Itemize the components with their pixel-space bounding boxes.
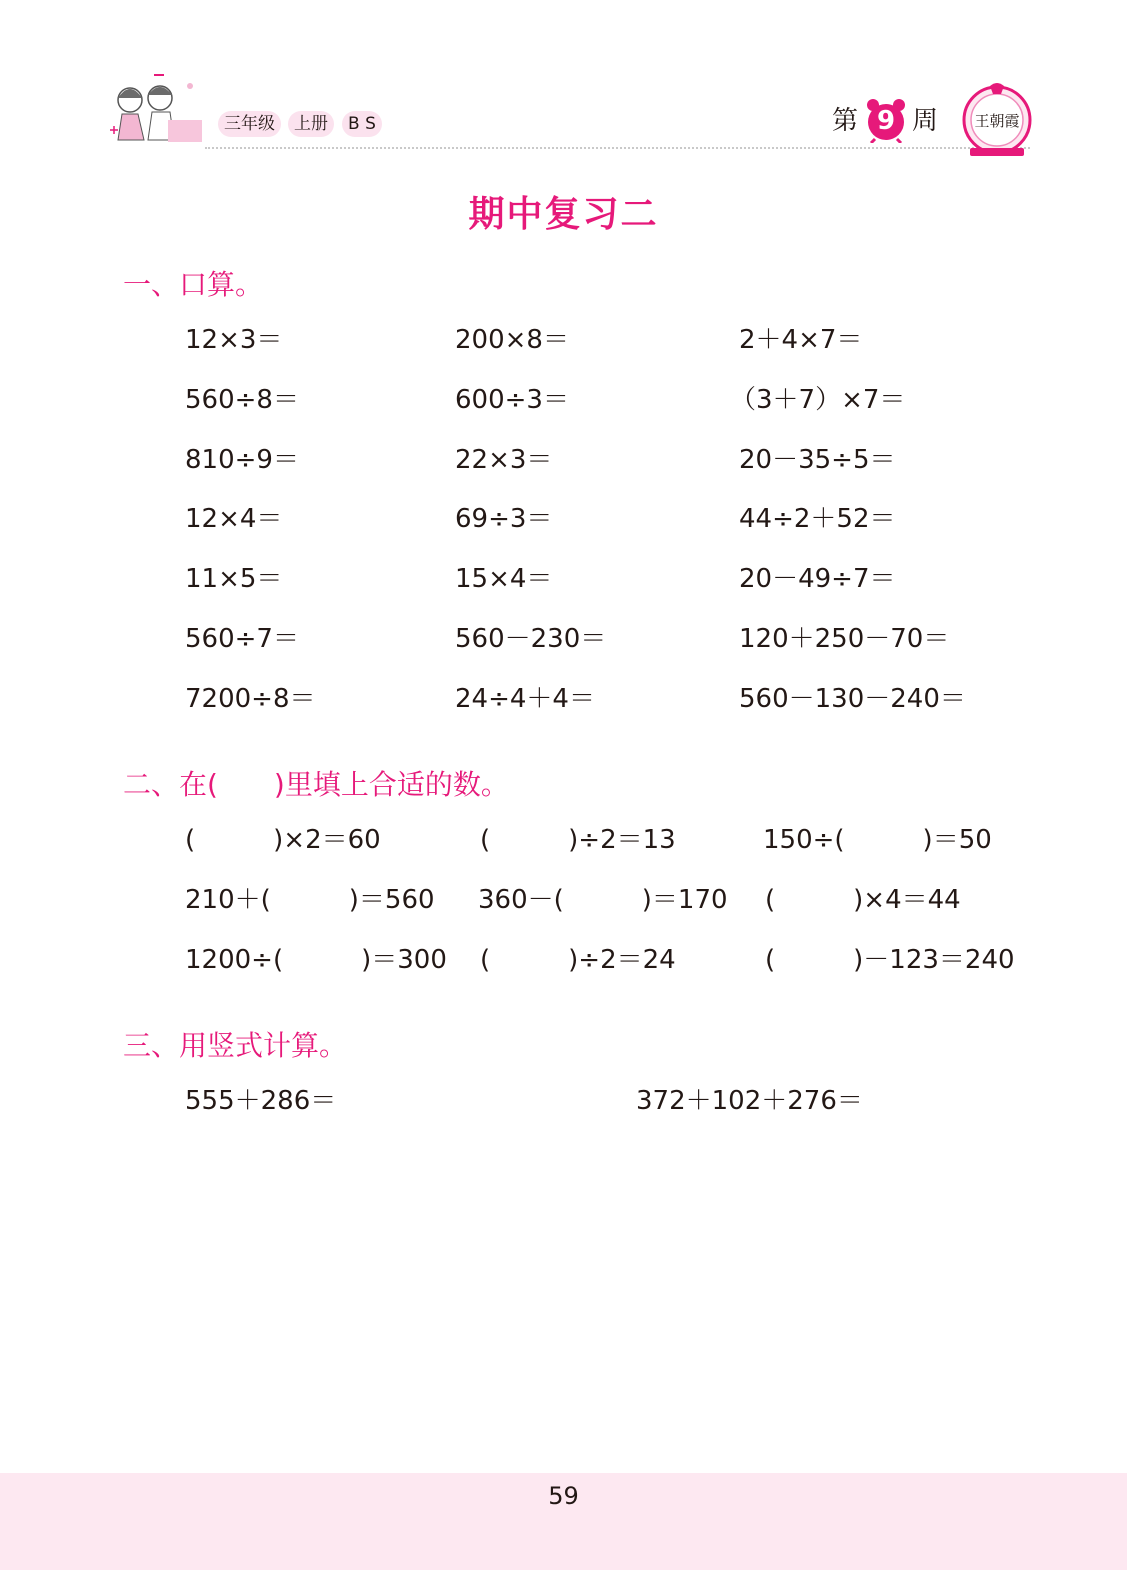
section-heading-oral-arithmetic: 一、口算。 bbox=[123, 268, 264, 301]
problem: ( )×2＝60 bbox=[185, 825, 381, 855]
problem: 150÷( )＝50 bbox=[763, 825, 992, 855]
page-title: 期中复习二 bbox=[468, 194, 659, 235]
problem: 20－49÷7＝ bbox=[739, 564, 896, 594]
brand-seal-icon bbox=[960, 80, 1034, 160]
volume-label: 上册 bbox=[288, 111, 334, 137]
header-divider bbox=[205, 147, 1030, 149]
problem: 560÷8＝ bbox=[185, 385, 299, 415]
problem: 210＋( )＝560 bbox=[185, 885, 435, 915]
problem: 2＋4×7＝ bbox=[739, 325, 863, 355]
problem: 12×3＝ bbox=[185, 325, 283, 355]
grade-label: 三年级 bbox=[218, 111, 281, 137]
problem: ( )×4＝44 bbox=[765, 885, 961, 915]
problem: 560－230＝ bbox=[455, 624, 607, 654]
problem: ( )÷2＝24 bbox=[480, 945, 676, 975]
problem: 600÷3＝ bbox=[455, 385, 569, 415]
problem: 200×8＝ bbox=[455, 325, 569, 355]
svg-text:王朝霞: 王朝霞 bbox=[974, 112, 1020, 130]
edition-label: B S bbox=[342, 111, 382, 137]
problem: 810÷9＝ bbox=[185, 445, 299, 475]
problem: 372＋102＋276＝ bbox=[636, 1086, 863, 1116]
problem: 22×3＝ bbox=[455, 445, 553, 475]
problem: 7200÷8＝ bbox=[185, 684, 316, 714]
problem: ( )÷2＝13 bbox=[480, 825, 676, 855]
page-number: 59 bbox=[548, 1482, 579, 1510]
problem: 44÷2＋52＝ bbox=[739, 504, 896, 534]
problem: 20－35÷5＝ bbox=[739, 445, 896, 475]
problem: 24÷4＋4＝ bbox=[455, 684, 595, 714]
problem: 15×4＝ bbox=[455, 564, 553, 594]
problem: 1200÷( )＝300 bbox=[185, 945, 447, 975]
week-prefix: 第 bbox=[832, 106, 859, 136]
problem: 69÷3＝ bbox=[455, 504, 553, 534]
week-suffix: 周 bbox=[912, 106, 939, 136]
problem: 560÷7＝ bbox=[185, 624, 299, 654]
problem: 120＋250－70＝ bbox=[739, 624, 950, 654]
week-number: 9 bbox=[876, 106, 896, 136]
problem: （3＋7）×7＝ bbox=[730, 385, 906, 415]
problem: 360－( )＝170 bbox=[478, 885, 728, 915]
problem: 555＋286＝ bbox=[185, 1086, 337, 1116]
problem: 11×5＝ bbox=[185, 564, 283, 594]
problem: 12×4＝ bbox=[185, 504, 283, 534]
section-heading-vertical-calculation: 三、用竖式计算。 bbox=[123, 1029, 348, 1062]
problem: ( )－123＝240 bbox=[765, 945, 1015, 975]
children-illustration-icon bbox=[108, 70, 206, 156]
problem: 560－130－240＝ bbox=[739, 684, 966, 714]
section-heading-fill-blanks: 二、在( )里填上合适的数。 bbox=[123, 768, 509, 801]
